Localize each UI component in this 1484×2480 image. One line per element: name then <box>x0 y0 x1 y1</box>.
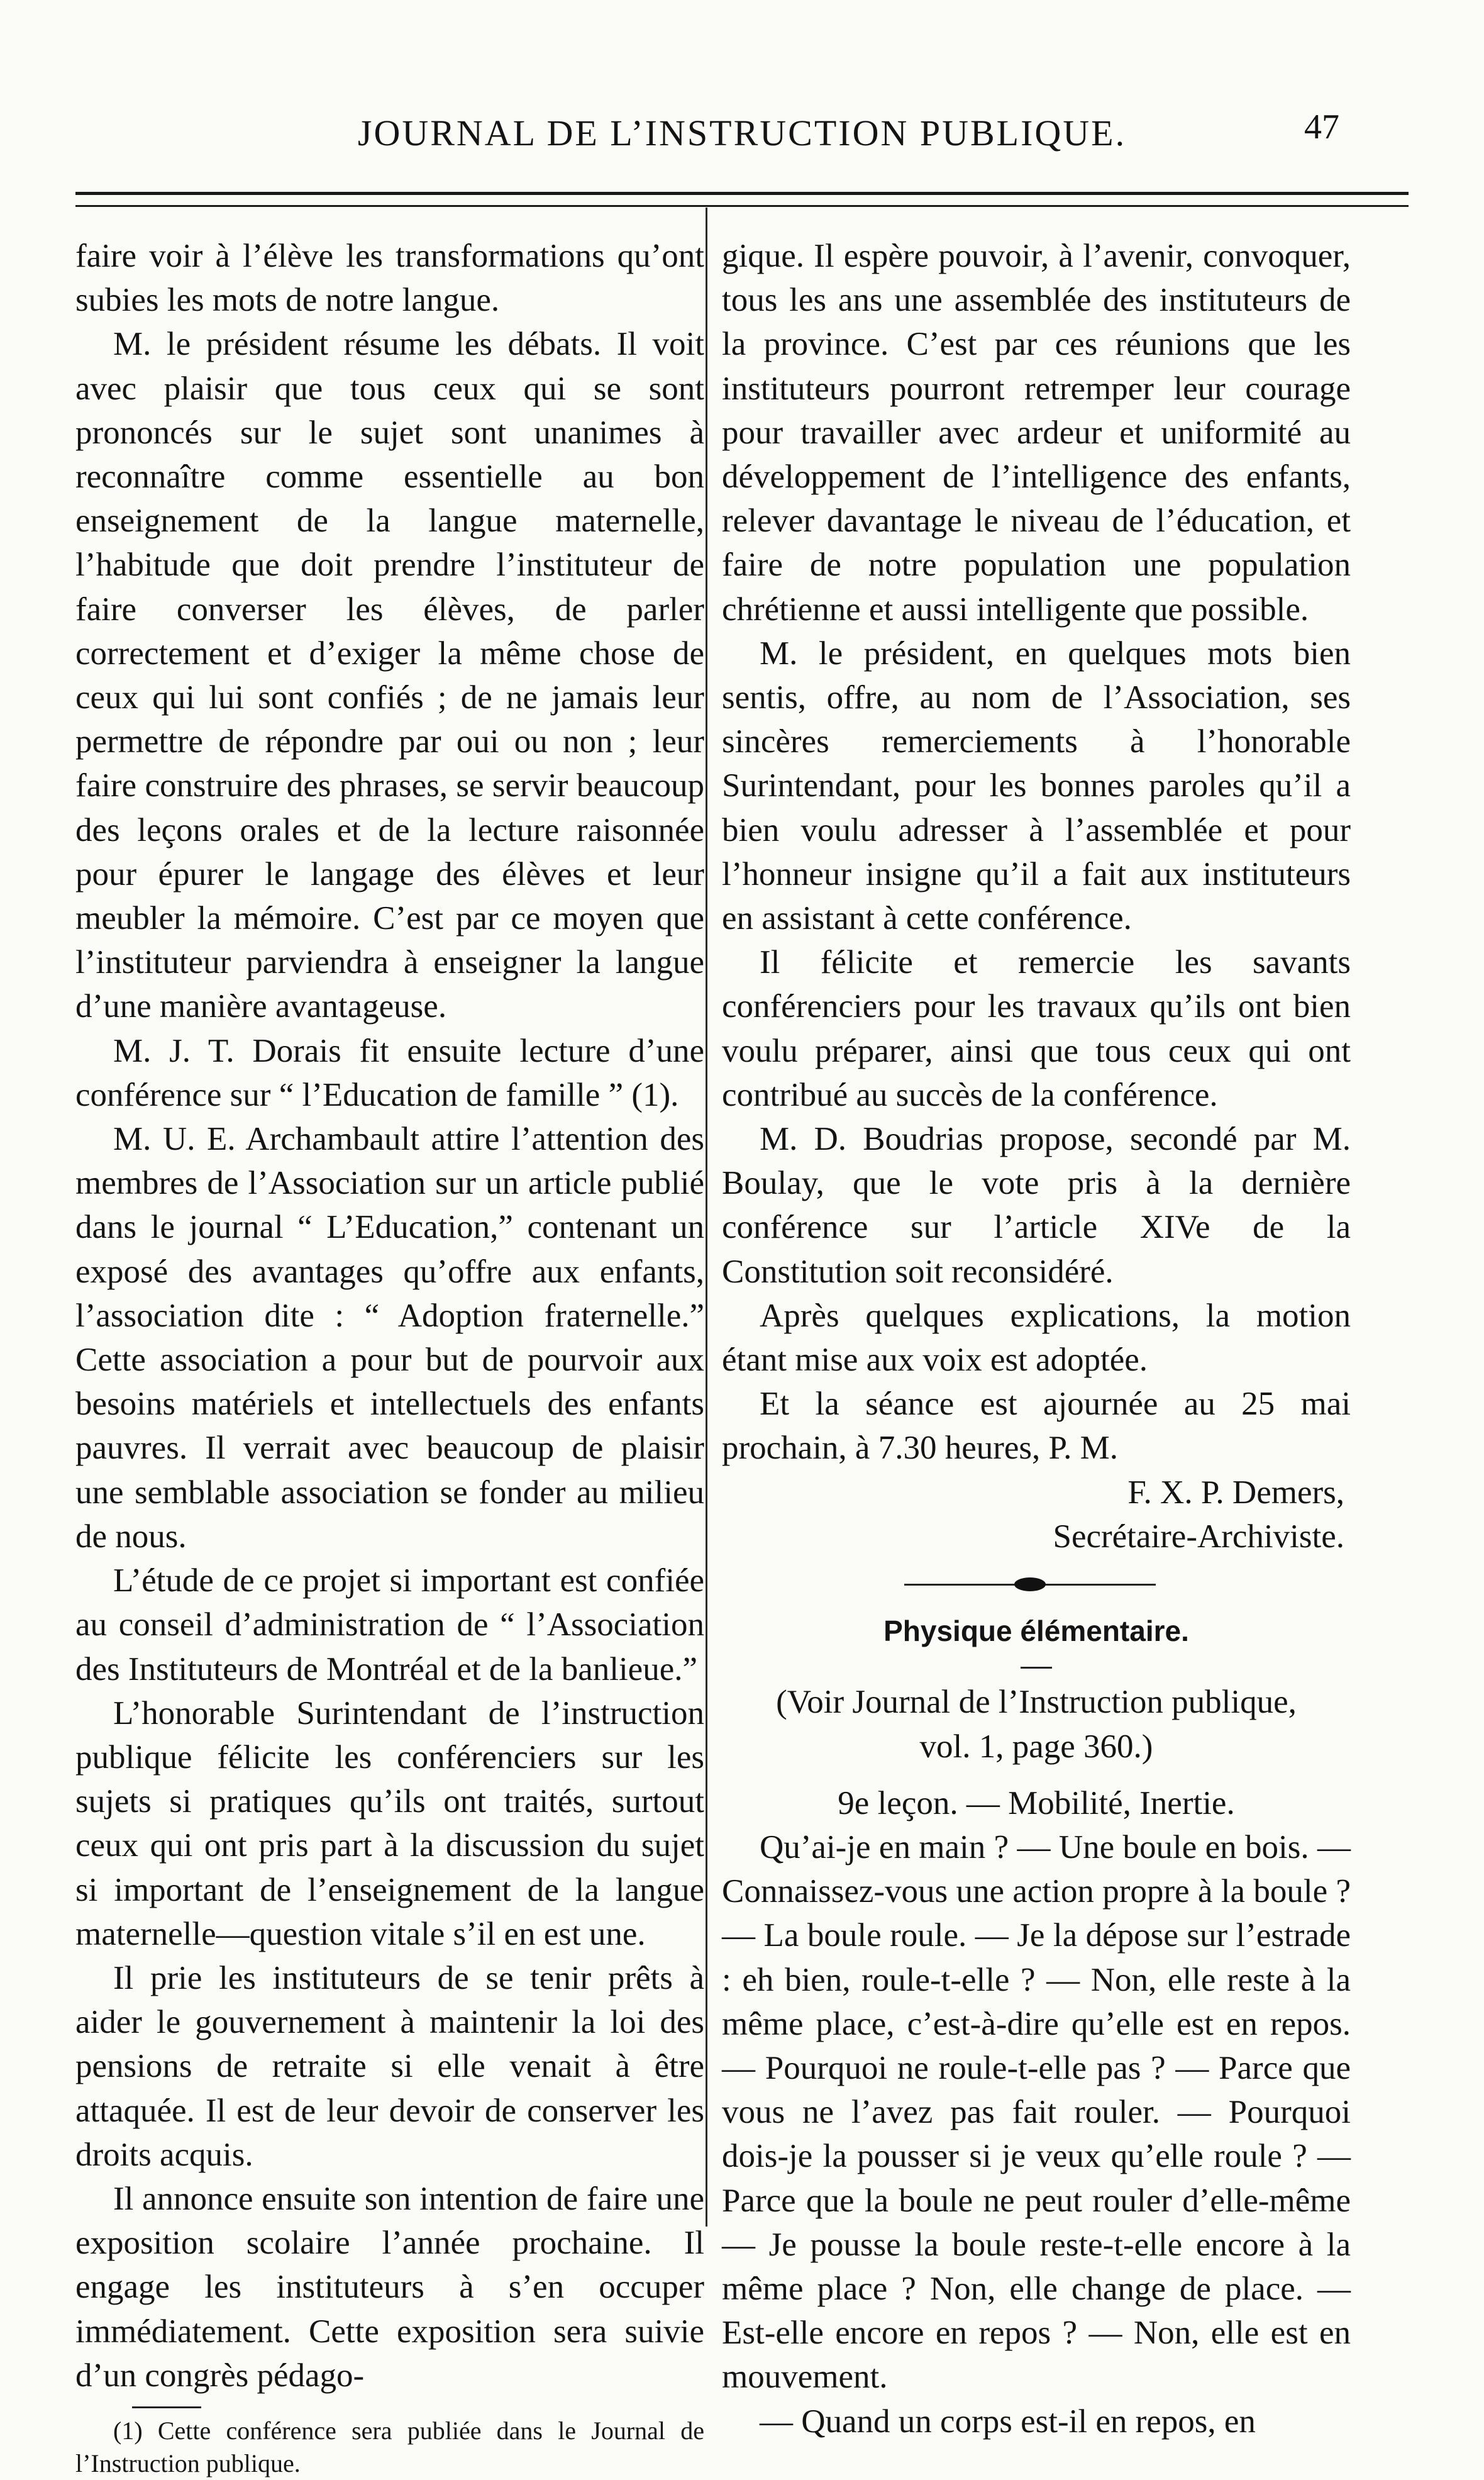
paragraph: M. le président résume les débats. Il voit avec plaisir que tous ceux qui se sont prononcés sur le sujet sont unanimes à reconnaître comme essentielle au bon enseignement de la langue maternelle, l’habitude que doit prendre l’instituteur de faire converser les élèves, de parler correctement et d’exiger la même chose de ceux qui lui sont confiés ; de ne jamais leur permettre de répondre par oui ou non ; leur faire construire des phrases, se servir beaucoup des leçons orales et de la lecture raisonnée pour épurer le langage des élèves et leur meubler la mémoire. C’est par ce moyen que l’instituteur parviendra à enseigner la langue d’une manière avantageuse. <box>75 326 704 1025</box>
header-rule <box>75 192 1409 195</box>
right-column <box>722 234 1351 2444</box>
paragraph: Il félicite et remercie les savants conférenciers pour les travaux qu’ils ont bien voulu préparer, ainsi que tous ceux qui ont contribué au succès de la conférence. <box>722 944 1351 1113</box>
paragraph: gique. Il espère pouvoir, à l’avenir, convoquer, tous les ans une assemblée des instituteurs de la province. C’est par ces réunions que les instituteurs pourront retremper leur courage pour travailler avec ardeur et uniformité au développement de l’intelligence des enfants, relever davantage le niveau de l’éducation, et faire de notre population une population chrétienne et aussi intelligente que possible. <box>722 238 1351 628</box>
page-number: 47 <box>1304 108 1339 147</box>
footnote-rule <box>132 2406 201 2408</box>
ornament-diamond <box>1014 1577 1046 1591</box>
paragraph: Qu’ai-je en main ? — Une boule en bois. — Connaissez-vous une action propre à la boule ? — La boule roule. — Je la dépose sur l’estrade : eh bien, roule-t-elle ? — Non, elle reste à la même place, c’est-à-dire qu’elle est en repos. — Pourquoi ne roule-t-elle pas ? — Parce que vous ne l’avez pas fait rouler. — Pourquoi dois-je la pousser si je veux qu’elle roule ? — Parce que la boule ne peut rouler d’elle-même — Je pousse la boule reste-t-elle encore à la même place ? Non, elle change de place. — Est-elle encore en repos ? — Non, elle est en mouvement. <box>722 1828 1351 2396</box>
title-dash <box>1021 1667 1052 1669</box>
reference-line: vol. 1, page 360.) <box>919 1728 1153 1765</box>
paragraph: M. le président, en quelques mots bien sentis, offre, au nom de l’Association, ses sincères remerciements à l’honorable Surintendant, pour les bonnes paroles qu’il a bien voulu adresser à l’assemblée et pour l’honneur insigne qu’il a fait aux instituteurs en assistant à cette conférence. <box>722 635 1351 937</box>
signature-title: Secrétaire-Archiviste. <box>1053 1518 1344 1555</box>
paragraph: Il annonce ensuite son intention de faire une exposition scolaire l’année prochaine. Il engage les instituteurs à s’en occuper immédiatement. Cette exposition sera suivie d’un congrès pédago- <box>75 2180 704 2394</box>
paragraph: faire voir à l’élève les transformations qu’ont subies les mots de notre langue. <box>75 238 704 319</box>
signature-name: F. X. P. Demers, <box>1127 1474 1344 1511</box>
ornament-divider <box>722 1559 1351 1609</box>
column-divider <box>706 208 707 2227</box>
section-title: Physique élémentaire. <box>883 1615 1189 1648</box>
header-rule-thin <box>75 205 1409 207</box>
paragraph: Après quelques explications, la motion étant mise aux voix est adoptée. <box>722 1297 1351 1379</box>
paragraph: Et la séance est ajournée au 25 mai prochain, à 7.30 heures, P. M. <box>722 1386 1351 1467</box>
lesson-heading: 9e leçon. — Mobilité, Inertie. <box>838 1784 1235 1821</box>
paragraph: L’honorable Surintendant de l’instruction publique félicite les conférenciers sur les sujets si pratiques qu’ils ont traités, surtout ceux qui ont pris part à la discussion du sujet si important de l’enseignement de la langue maternelle—question vitale s’il en est une. <box>75 1694 704 1952</box>
paragraph: M. J. T. Dorais fit ensuite lecture d’une conférence sur “ l’Education de famille ” (1). <box>75 1032 704 1113</box>
paragraph: M. U. E. Archambault attire l’attention des membres de l’Association sur un article publié dans le journal “ L’Education,” contenant un exposé des avantages qu’offre aux enfants, l’association dite : “ Adoption fraternelle.” Cette association a pour but de pourvoir aux besoins matériels et intellectuels des enfants pauvres. Il verrait avec beaucoup de plaisir une semblable association se fonder au milieu de nous. <box>75 1121 704 1555</box>
footnote: (1) Cette conférence sera publiée dans le Journal de l’Instruction publique. <box>75 2416 704 2477</box>
running-header: JOURNAL DE L’INSTRUCTION PUBLIQUE. <box>357 113 1127 153</box>
paragraph: — Quand un corps est-il en repos, en <box>760 2403 1256 2440</box>
paragraph: Il prie les instituteurs de se tenir prêts à aider le gouvernement à maintenir la loi des pensions de retraite si elle venait à être attaquée. Il est de leur devoir de conserver les droits acquis. <box>75 1959 704 2173</box>
paragraph: M. D. Boudrias propose, secondé par M. Boulay, que le vote pris à la dernière conférence sur l’article XIVe de la Constitution soit reconsidéré. <box>722 1121 1351 1290</box>
reference-line: (Voir Journal de l’Instruction publique, <box>776 1684 1297 1721</box>
left-column <box>75 234 704 2480</box>
paragraph: L’étude de ce projet si important est confiée au conseil d’administration de “ l’Association des Instituteurs de Montréal et de la banlieue.” <box>75 1562 704 1688</box>
